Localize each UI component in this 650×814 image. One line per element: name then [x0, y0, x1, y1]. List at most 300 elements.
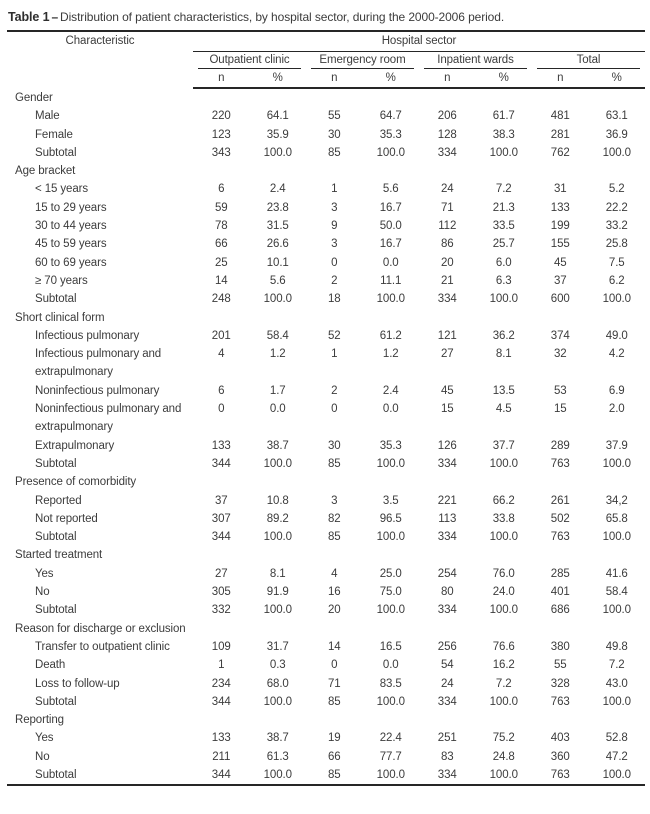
cell-value: 14 [214, 274, 228, 287]
section-row-presence-of-comorbidity [7, 473, 645, 491]
cell-value: 100.0 [489, 146, 518, 159]
cell-value: 27 [214, 567, 228, 580]
cell-value: 100.0 [602, 457, 631, 470]
cell-value: 83 [440, 750, 454, 763]
cell-value: 123 [211, 128, 231, 141]
cell-value: 53 [553, 384, 567, 397]
cell-value: 45 [440, 384, 454, 397]
cell-value: 52.8 [605, 732, 628, 745]
row-label: Yes [35, 732, 54, 745]
cell-value: 64.1 [266, 110, 289, 123]
cell-value: 0.0 [269, 403, 286, 416]
cell-value: 82 [327, 512, 341, 525]
cell-value: 14 [327, 640, 341, 653]
cell-value: 344 [211, 695, 231, 708]
row-label: 30 to 44 years [35, 220, 107, 233]
cell-value: 344 [211, 531, 231, 544]
cell-value: 121 [437, 329, 457, 342]
cell-value: 22.4 [379, 732, 402, 745]
table-row [7, 144, 645, 162]
table-row [7, 180, 645, 198]
cell-value: 16.2 [492, 659, 515, 672]
cell-value: 38.7 [266, 732, 289, 745]
row-label: Noninfectious pulmonary and extrapulmonary [35, 403, 182, 434]
cell-value: 100.0 [376, 695, 405, 708]
cell-value: 83.5 [379, 677, 402, 690]
cell-value: 75.0 [379, 586, 402, 599]
cell-value: 91.9 [266, 586, 289, 599]
row-label: Subtotal [35, 695, 77, 708]
cell-value: 20 [440, 256, 454, 269]
cell-value: 16 [327, 586, 341, 599]
column-group-emergency-room [306, 52, 419, 70]
cell-value: 5.6 [269, 274, 286, 287]
table-header [7, 32, 645, 88]
cell-value: 23.8 [266, 201, 289, 214]
cell-value: 71 [327, 677, 341, 690]
cell-value: 36.9 [605, 128, 628, 141]
cell-value: 100.0 [263, 604, 292, 617]
table-row [7, 656, 645, 674]
cell-value: 25.8 [605, 238, 628, 251]
table-row [7, 729, 645, 747]
cell-value: 61.2 [379, 329, 402, 342]
column-subheader-pct-outpatient-clinic: % [250, 69, 307, 88]
column-subheader-n-inpatient-wards: n [419, 69, 476, 88]
cell-value: 55 [553, 659, 567, 672]
cell-value: 3 [331, 238, 338, 251]
cell-value: 24 [440, 677, 454, 690]
section-row-gender [7, 88, 645, 107]
cell-value: 58.4 [266, 329, 289, 342]
cell-value: 7.2 [495, 183, 512, 196]
table-row [7, 675, 645, 693]
cell-value: 36.2 [492, 329, 515, 342]
cell-value: 248 [211, 293, 231, 306]
section-label: Short clinical form [15, 311, 105, 324]
cell-value: 380 [550, 640, 570, 653]
cell-value: 16.5 [379, 640, 402, 653]
cell-value: 128 [437, 128, 457, 141]
cell-value: 100.0 [602, 604, 631, 617]
column-group-label: Inpatient wards [424, 54, 527, 69]
cell-value: 112 [438, 220, 457, 233]
cell-value: 68.0 [266, 677, 289, 690]
table-row [7, 400, 645, 437]
cell-value: 16.7 [379, 201, 402, 214]
cell-value: 109 [211, 640, 231, 653]
cell-value: 7.2 [608, 659, 625, 672]
cell-value: 38.7 [266, 439, 289, 452]
cell-value: 0.0 [382, 256, 399, 269]
section-label: Started treatment [15, 549, 103, 562]
cell-value: 55 [327, 110, 341, 123]
cell-value: 47.2 [605, 750, 628, 763]
cell-value: 344 [211, 457, 231, 470]
cell-value: 13.5 [492, 384, 515, 397]
table-row [7, 583, 645, 601]
cell-value: 206 [437, 110, 457, 123]
cell-value: 1 [331, 183, 338, 196]
cell-value: 52 [327, 329, 341, 342]
cell-value: 64.7 [379, 110, 402, 123]
cell-value: 763 [532, 766, 589, 785]
cell-value: 401 [550, 586, 570, 599]
cell-value: 8.1 [495, 348, 512, 361]
cell-value: 6 [218, 183, 225, 196]
cell-value: 2 [331, 274, 338, 287]
cell-value: 289 [550, 439, 570, 452]
cell-value: 89.2 [266, 512, 289, 525]
cell-value: 33.5 [492, 220, 515, 233]
cell-value: 334 [419, 766, 476, 785]
table-row [7, 638, 645, 656]
column-header-hospital-sector: Hospital sector [193, 32, 645, 52]
cell-value: 49.0 [605, 329, 628, 342]
cell-value: 332 [211, 604, 231, 617]
cell-value: 100.0 [376, 293, 405, 306]
cell-value: 24 [440, 183, 454, 196]
cell-value: 16.7 [379, 238, 402, 251]
section-label: Reporting [15, 714, 64, 727]
cell-value: 334 [437, 604, 457, 617]
table-caption [7, 9, 645, 32]
cell-value: 100.0 [476, 766, 533, 785]
table-row [7, 510, 645, 528]
cell-value: 25.7 [492, 238, 515, 251]
cell-value: 133 [550, 201, 570, 214]
cell-value: 481 [550, 110, 570, 123]
cell-value: 0.0 [382, 403, 399, 416]
table-row [7, 528, 645, 546]
cell-value: 100.0 [376, 531, 405, 544]
section-label: Presence of comorbidity [15, 476, 137, 489]
cell-value: 37 [214, 494, 228, 507]
column-subheader-n-emergency-room: n [306, 69, 363, 88]
cell-value: 261 [550, 494, 570, 507]
table-row [7, 254, 645, 272]
row-label: No [35, 750, 50, 763]
column-subheader-pct-total: % [589, 69, 646, 88]
cell-value: 80 [440, 586, 454, 599]
cell-value: 133 [211, 732, 231, 745]
cell-value: 328 [550, 677, 570, 690]
row-label: Male [35, 110, 60, 123]
cell-value: 100.0 [602, 293, 631, 306]
cell-value: 8.1 [269, 567, 286, 580]
cell-value: 49.8 [605, 640, 628, 653]
cell-value: 35.3 [379, 439, 402, 452]
cell-value: 24.0 [492, 586, 515, 599]
column-group-total [532, 52, 645, 70]
table-row [7, 766, 645, 785]
cell-value: 403 [550, 732, 570, 745]
cell-value: 25 [214, 256, 228, 269]
cell-value: 100.0 [489, 531, 518, 544]
row-label: 60 to 69 years [35, 256, 107, 269]
cell-value: 78 [214, 220, 228, 233]
row-label: Transfer to outpatient clinic [35, 640, 170, 653]
cell-value: 600 [550, 293, 570, 306]
cell-value: 77.7 [379, 750, 402, 763]
row-label: Reported [35, 494, 82, 507]
cell-value: 100.0 [263, 457, 292, 470]
cell-value: 50.0 [379, 220, 402, 233]
cell-value: 256 [437, 640, 457, 653]
cell-value: 100.0 [489, 457, 518, 470]
cell-value: 100.0 [250, 766, 307, 785]
cell-value: 20 [327, 604, 341, 617]
cell-value: 126 [437, 439, 457, 452]
row-label: 45 to 59 years [35, 238, 107, 251]
section-label: Reason for discharge or exclusion [15, 622, 186, 635]
row-label: Yes [35, 567, 54, 580]
table-row [7, 437, 645, 455]
cell-value: 66 [214, 238, 228, 251]
table-row [7, 235, 645, 253]
row-label: Subtotal [35, 531, 77, 544]
cell-value: 113 [438, 512, 457, 525]
cell-value: 254 [437, 567, 457, 580]
cell-value: 100.0 [602, 531, 631, 544]
cell-value: 0 [331, 403, 338, 416]
cell-value: 9 [331, 220, 338, 233]
cell-value: 334 [437, 531, 457, 544]
cell-value: 100.0 [376, 146, 405, 159]
cell-value: 10.8 [266, 494, 289, 507]
column-group-label: Emergency room [311, 54, 414, 69]
cell-value: 7.5 [608, 256, 625, 269]
cell-value: 6.9 [608, 384, 625, 397]
section-label: Gender [15, 92, 53, 104]
column-group-label: Outpatient clinic [198, 54, 301, 69]
cell-value: 37.9 [605, 439, 628, 452]
cell-value: 35.3 [379, 128, 402, 141]
cell-value: 38.3 [492, 128, 515, 141]
table-row [7, 126, 645, 144]
cell-value: 30 [327, 439, 341, 452]
cell-value: 66 [327, 750, 341, 763]
cell-value: 85 [327, 457, 341, 470]
cell-value: 334 [437, 695, 457, 708]
cell-value: 100.0 [489, 695, 518, 708]
cell-value: 100.0 [263, 293, 292, 306]
cell-value: 2.4 [382, 384, 399, 397]
row-label: Death [35, 659, 66, 672]
cell-value: 334 [437, 293, 457, 306]
row-label: Loss to follow-up [35, 677, 120, 690]
cell-value: 21 [440, 274, 454, 287]
cell-value: 100.0 [589, 766, 646, 785]
section-row-short-clinical-form [7, 309, 645, 327]
cell-value: 344 [193, 766, 250, 785]
cell-value: 100.0 [602, 146, 631, 159]
table-row [7, 693, 645, 711]
cell-value: 234 [211, 677, 231, 690]
cell-value: 33.2 [605, 220, 628, 233]
cell-value: 85 [327, 531, 341, 544]
patient-characteristics-table [7, 32, 645, 786]
cell-value: 33.8 [492, 512, 515, 525]
cell-value: 100.0 [263, 146, 292, 159]
cell-value: 21.3 [492, 201, 515, 214]
cell-value: 31 [553, 183, 567, 196]
cell-value: 334 [437, 146, 457, 159]
section-row-reason-for-discharge-or-exclusion [7, 620, 645, 638]
cell-value: 3.5 [382, 494, 399, 507]
section-label: Age bracket [15, 165, 76, 178]
cell-value: 762 [550, 146, 570, 159]
cell-value: 76.0 [492, 567, 515, 580]
cell-value: 31.5 [266, 220, 289, 233]
table-row [7, 492, 645, 510]
cell-value: 763 [550, 457, 570, 470]
cell-value: 100.0 [376, 457, 405, 470]
cell-value: 11.1 [380, 274, 402, 287]
cell-value: 71 [440, 201, 454, 214]
cell-value: 0 [218, 403, 225, 416]
cell-value: 133 [211, 439, 231, 452]
row-label: Subtotal [7, 766, 193, 785]
cell-value: 5.2 [608, 183, 625, 196]
cell-value: 4 [218, 348, 225, 361]
cell-value: 763 [550, 531, 570, 544]
cell-value: 31.7 [266, 640, 289, 653]
cell-value: 220 [211, 110, 231, 123]
cell-value: 75.2 [492, 732, 515, 745]
cell-value: 3 [331, 201, 338, 214]
cell-value: 35.9 [266, 128, 289, 141]
column-group-inpatient-wards [419, 52, 532, 70]
cell-value: 7.2 [495, 677, 512, 690]
table-row [7, 601, 645, 619]
row-label: ≥ 70 years [35, 274, 88, 287]
cell-value: 0 [331, 256, 338, 269]
cell-value: 4.2 [608, 348, 625, 361]
cell-value: 15 [553, 403, 567, 416]
row-label: Extrapulmonary [35, 439, 115, 452]
table-row [7, 345, 645, 382]
cell-value: 5.6 [382, 183, 399, 196]
cell-value: 334 [437, 457, 457, 470]
cell-value: 4.5 [495, 403, 512, 416]
cell-value: 2 [331, 384, 338, 397]
row-label: Female [35, 128, 73, 141]
cell-value: 763 [550, 695, 570, 708]
cell-value: 3 [331, 494, 338, 507]
row-label: Subtotal [35, 604, 77, 617]
cell-value: 201 [211, 329, 231, 342]
table-row [7, 199, 645, 217]
cell-value: 285 [550, 567, 570, 580]
table-caption-dash: – [51, 10, 59, 24]
cell-value: 96.5 [379, 512, 402, 525]
cell-value: 61.7 [492, 110, 515, 123]
cell-value: 1.2 [269, 348, 286, 361]
cell-value: 59 [214, 201, 228, 214]
cell-value: 85 [327, 146, 341, 159]
row-label: Subtotal [35, 146, 77, 159]
row-label: Infectious pulmonary [35, 329, 140, 342]
cell-value: 58.4 [605, 586, 628, 599]
table-row [7, 107, 645, 125]
cell-value: 32 [553, 348, 567, 361]
cell-value: 360 [550, 750, 570, 763]
cell-value: 18 [327, 293, 341, 306]
cell-value: 686 [550, 604, 570, 617]
cell-value: 2.4 [269, 183, 286, 196]
cell-value: 502 [550, 512, 570, 525]
cell-value: 199 [550, 220, 570, 233]
cell-value: 61.3 [266, 750, 289, 763]
row-label: Noninfectious pulmonary [35, 384, 160, 397]
cell-value: 85 [327, 695, 341, 708]
cell-value: 100.0 [489, 293, 518, 306]
cell-value: 63.1 [605, 110, 628, 123]
table-row [7, 290, 645, 308]
cell-value: 41.6 [605, 567, 628, 580]
row-label: Not reported [35, 512, 98, 525]
cell-value: 24.8 [492, 750, 515, 763]
table-caption-number: Table 1 [8, 10, 50, 24]
cell-value: 100.0 [376, 604, 405, 617]
cell-value: 281 [550, 128, 570, 141]
table-row [7, 748, 645, 766]
cell-value: 0 [331, 659, 338, 672]
cell-value: 100.0 [489, 604, 518, 617]
column-subheader-n-total: n [532, 69, 589, 88]
cell-value: 6.3 [495, 274, 512, 287]
cell-value: 0.3 [269, 659, 286, 672]
column-group-outpatient-clinic [193, 52, 306, 70]
cell-value: 86 [440, 238, 454, 251]
table-row [7, 382, 645, 400]
row-label: Infectious pulmonary and extrapulmonary [35, 348, 162, 379]
table-row [7, 455, 645, 473]
cell-value: 19 [327, 732, 341, 745]
cell-value: 26.6 [266, 238, 289, 251]
cell-value: 65.8 [605, 512, 628, 525]
header-row-top [7, 32, 645, 52]
cell-value: 374 [550, 329, 570, 342]
table-row [7, 272, 645, 290]
cell-value: 30 [327, 128, 341, 141]
table-row [7, 565, 645, 583]
cell-value: 43.0 [605, 677, 628, 690]
cell-value: 100.0 [363, 766, 420, 785]
cell-value: 22.2 [605, 201, 628, 214]
cell-value: 54 [440, 659, 454, 672]
section-row-started-treatment [7, 546, 645, 564]
row-label: 15 to 29 years [35, 201, 107, 214]
cell-value: 6 [218, 384, 225, 397]
section-row-age-bracket [7, 162, 645, 180]
cell-value: 211 [212, 750, 231, 763]
table-body [7, 88, 645, 785]
column-group-label: Total [537, 54, 640, 69]
row-label: Subtotal [35, 457, 77, 470]
cell-value: 37.7 [492, 439, 515, 452]
cell-value: 4 [331, 567, 338, 580]
table-row [7, 217, 645, 235]
cell-value: 85 [306, 766, 363, 785]
cell-value: 34,2 [605, 494, 628, 507]
cell-value: 100.0 [263, 531, 292, 544]
row-label: No [35, 586, 50, 599]
column-subheader-pct-inpatient-wards: % [476, 69, 533, 88]
cell-value: 305 [211, 586, 231, 599]
cell-value: 251 [437, 732, 457, 745]
